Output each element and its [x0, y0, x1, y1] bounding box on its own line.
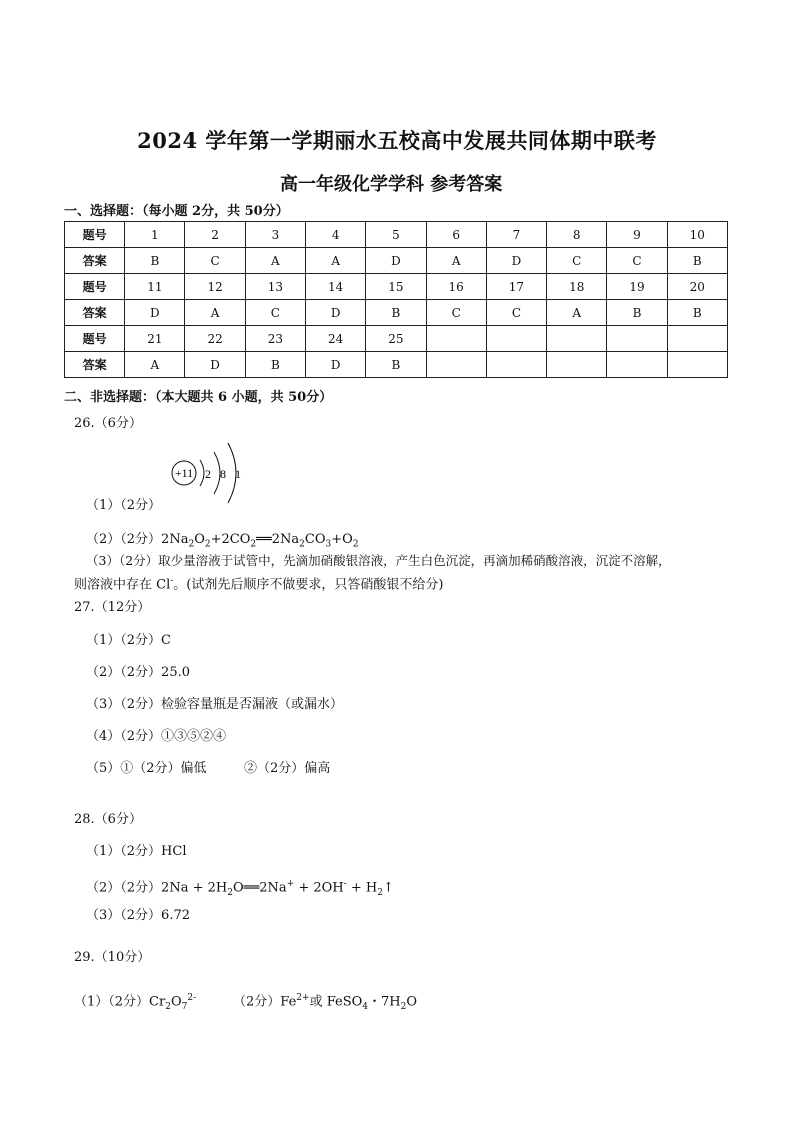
question-number-cell: 13 — [245, 274, 305, 300]
section2-heading: 二、非选择题：（本大题共 6 小题，共 50分） — [64, 390, 333, 405]
question-number-cell: 21 — [125, 326, 185, 352]
question-number-cell: 24 — [306, 326, 366, 352]
answer-cell: D — [486, 248, 546, 274]
question-number-cell: 18 — [547, 274, 607, 300]
q28-part2: （2）（2分）$2Na + 2H_2O══2Na^+ + 2OH^-$ + $H_2↑$ — [86, 879, 394, 898]
question-number-cell: 7 — [486, 222, 546, 248]
question-number-cell — [426, 326, 486, 352]
atom-structure-diagram — [170, 438, 260, 508]
q28-part3: （3）（2分）6.72 — [86, 908, 190, 923]
question-number-cell — [667, 326, 727, 352]
question-number-row — [65, 222, 728, 248]
answer-cell: D — [306, 352, 366, 378]
question-number-row — [65, 274, 728, 300]
question-number-cell: 1 — [125, 222, 185, 248]
question-number-cell: 10 — [667, 222, 727, 248]
answer-cell: B — [667, 300, 727, 326]
answer-row — [65, 352, 728, 378]
answer-cell: A — [426, 248, 486, 274]
q27-part5b: ②（2分）偏高 — [244, 761, 331, 776]
shell-3-electrons: 1 — [235, 467, 241, 481]
answer-cell: A — [125, 352, 185, 378]
answer-cell: A — [245, 248, 305, 274]
question-number-cell — [486, 326, 546, 352]
question-number-cell: 14 — [306, 274, 366, 300]
q26-part3-line1: （3）（2分）取少量溶液于试管中，先滴加硝酸银溶液，产生白色沉淀，再滴加稀硝酸溶液，沉淀不溶解， — [86, 553, 671, 568]
row-label-question: 题号 — [65, 274, 125, 300]
answer-cell: A — [547, 300, 607, 326]
answer-cell — [667, 352, 727, 378]
question-number-cell: 5 — [366, 222, 426, 248]
answer-cell: B — [366, 300, 426, 326]
answer-cell — [426, 352, 486, 378]
answer-cell — [486, 352, 546, 378]
question-number-cell: 3 — [245, 222, 305, 248]
question-number-cell: 20 — [667, 274, 727, 300]
question-number-cell — [547, 326, 607, 352]
question-number-cell: 23 — [245, 326, 305, 352]
answer-cell: C — [185, 248, 245, 274]
question-number-cell: 6 — [426, 222, 486, 248]
row-label-question: 题号 — [65, 326, 125, 352]
question-number-cell: 22 — [185, 326, 245, 352]
answer-cell: A — [185, 300, 245, 326]
answer-cell: D — [306, 300, 366, 326]
answer-cell — [547, 352, 607, 378]
answer-cell: C — [486, 300, 546, 326]
row-label-answer: 答案 — [65, 300, 125, 326]
answer-cell: D — [366, 248, 426, 274]
answer-cell: C — [607, 248, 667, 274]
row-label-question: 题号 — [65, 222, 125, 248]
answer-cell — [607, 352, 667, 378]
question-number-cell: 15 — [366, 274, 426, 300]
q29-title: 29.（10分） — [74, 950, 151, 965]
question-number-cell: 16 — [426, 274, 486, 300]
q28-title: 28.（6分） — [74, 812, 142, 827]
page-subtitle: 高一年级化学学科 参考答案 — [280, 174, 503, 195]
answer-cell: B — [667, 248, 727, 274]
shell-1-electrons: 2 — [205, 467, 211, 481]
q27-part1: （1）（2分）C — [86, 633, 171, 648]
answer-row — [65, 300, 728, 326]
nucleus-label: +11 — [174, 466, 194, 480]
row-label-answer: 答案 — [65, 248, 125, 274]
question-number-cell: 11 — [125, 274, 185, 300]
answer-cell: B — [245, 352, 305, 378]
question-number-cell: 17 — [486, 274, 546, 300]
q27-part3: （3）（2分）检验容量瓶是否漏液（或漏水） — [86, 697, 344, 712]
question-number-cell — [607, 326, 667, 352]
question-number-cell: 4 — [306, 222, 366, 248]
question-number-cell: 25 — [366, 326, 426, 352]
row-label-answer: 答案 — [65, 352, 125, 378]
answer-cell: D — [185, 352, 245, 378]
q26-title: 26.（6分） — [74, 416, 142, 431]
question-number-cell: 12 — [185, 274, 245, 300]
q27-part4: （4）（2分）①③⑤②④ — [86, 729, 227, 744]
answer-table — [64, 221, 728, 378]
section1-heading: 一、选择题：（每小题 2分，共 50分） — [64, 204, 289, 219]
answer-cell: D — [125, 300, 185, 326]
q26-part2: （2）（2分）$2Na_2O_2+2CO_2══2Na_2CO_3+O_2$ — [86, 532, 359, 550]
shell-2-electrons: 8 — [220, 467, 226, 481]
q27-part2: （2）（2分）25.0 — [86, 665, 190, 680]
answer-cell: C — [547, 248, 607, 274]
q27-part5a: （5）①（2分）偏低 — [86, 761, 207, 776]
answer-cell: C — [245, 300, 305, 326]
question-number-cell: 2 — [185, 222, 245, 248]
q26-part3-line2: 则溶液中存在 Cl-。(试剂先后顺序不做要求，只答硝酸银不给分) — [74, 576, 444, 593]
question-number-row — [65, 326, 728, 352]
answer-cell: B — [607, 300, 667, 326]
q29-part1-second: （2分）$Fe^{2+}$或 FeSO$_4$・$7H_2O$ — [233, 993, 418, 1012]
q26-part1: （1）（2分） — [86, 498, 162, 513]
answer-row — [65, 248, 728, 274]
answer-cell: B — [366, 352, 426, 378]
answer-cell: B — [125, 248, 185, 274]
answer-cell: A — [306, 248, 366, 274]
shell-arc-1 — [200, 460, 204, 486]
answer-cell: C — [426, 300, 486, 326]
question-number-cell: 8 — [547, 222, 607, 248]
q29-part1: （1）（2分）$Cr_2O_7^{2-}$ — [74, 993, 197, 1012]
q28-part1: （1）（2分）HCl — [86, 844, 187, 859]
question-number-cell: 9 — [607, 222, 667, 248]
q27-title: 27.（12分） — [74, 600, 151, 615]
page-title: 2024 学年第一学期丽水五校高中发展共同体期中联考 — [137, 128, 657, 153]
question-number-cell: 19 — [607, 274, 667, 300]
